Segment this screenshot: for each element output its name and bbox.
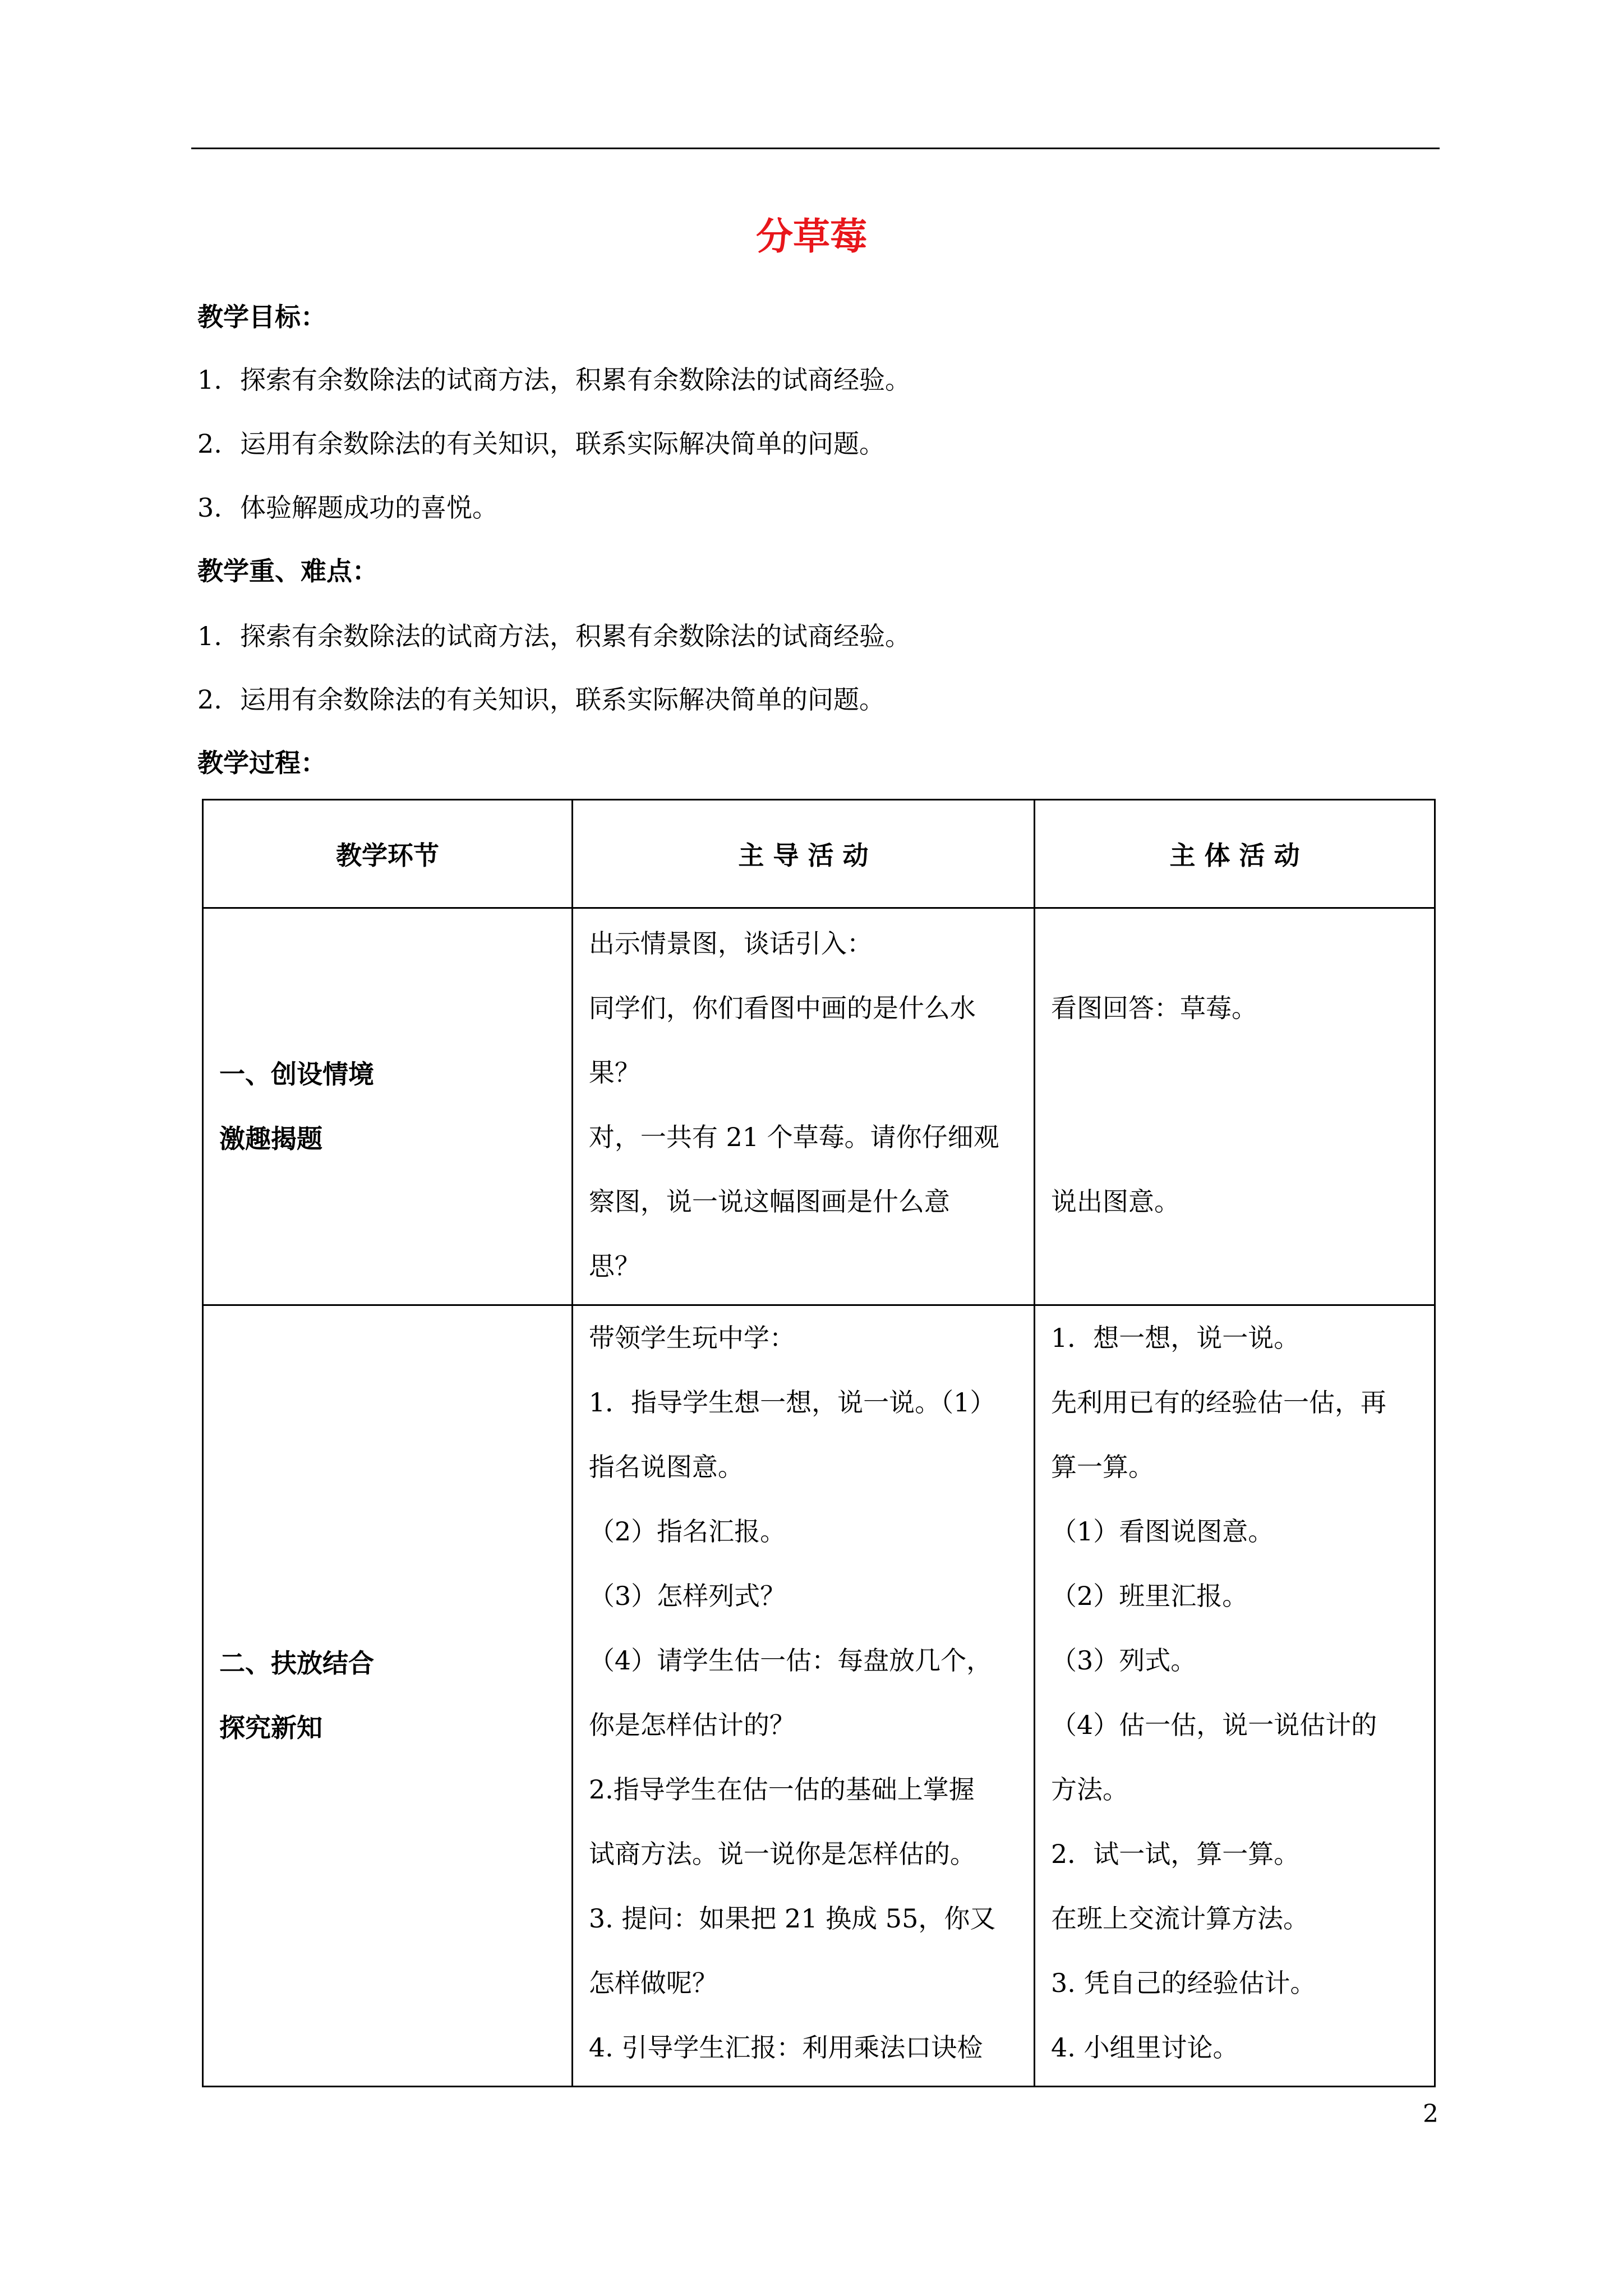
teacher-activity-cell [572,908,1034,1305]
teacher-line: 试商方法。说一说你是怎样估的。 [588,1839,976,1869]
student-line [1051,912,1421,976]
stage-cell [203,908,573,1305]
page-title: 分草莓 [756,214,867,258]
key-text: 探索有余数除法的试商方法，积累有余数除法的试商经验。 [240,621,911,651]
teacher-line: 思？ [588,1251,640,1281]
student-line: 3. 凭自己的经验估计。 [1051,1968,1316,1998]
teacher-line: 你是怎样估计的？ [588,1710,795,1740]
teacher-line: 对，一共有 21 个草莓。请你仔细观 [588,1122,999,1152]
student-line: 在班上交流计算方法。 [1051,1903,1310,1934]
student-line [1051,1234,1421,1299]
student-line: 方法。 [1051,1774,1129,1805]
student-line: （2）班里汇报。 [1051,1581,1248,1611]
key-text: 运用有余数除法的有关知识，联系实际解决简单的问题。 [240,684,885,715]
teacher-line: 出示情景图，谈话引入： [588,928,873,959]
goal-num: 2. [197,429,222,459]
student-line: 说出图意。 [1051,1186,1181,1217]
teacher-line: 果？ [588,1057,640,1088]
student-line: 先利用已有的经验估一估，再 [1051,1387,1387,1418]
student-line: （1）看图说图意。 [1051,1516,1274,1547]
goal-num: 3. [197,493,222,523]
teacher-line: 4. 引导学生汇报：利用乘法口诀检 [588,2032,983,2063]
student-line: 2．试一试，算一算。 [1051,1839,1300,1869]
teacher-line: 带领学生玩中学： [588,1323,795,1353]
goal-text: 探索有余数除法的试商方法，积累有余数除法的试商经验。 [240,365,911,395]
key-num: 2. [197,684,222,715]
teacher-line: （2）指名汇报。 [588,1516,786,1547]
stage-label: 一、创设情境 [219,1059,374,1089]
teacher-line: 同学们，你们看图中画的是什么水 [588,993,976,1023]
header-teacher-activity: 主 导 活 动 [572,800,1034,908]
goal-item [197,491,498,524]
goals-heading: 教学目标： [197,302,326,332]
student-line: （4）估一估，说一说估计的 [1051,1710,1377,1740]
process-heading: 教学过程： [197,748,326,778]
goal-item [197,363,911,397]
student-line: 4. 小组里讨论。 [1051,2032,1239,2063]
stage-sublabel: 探究新知 [219,1713,322,1743]
teacher-line: （3）怎样列式？ [588,1581,786,1611]
key-item [197,619,911,653]
header-student-activity: 主 体 活 动 [1035,800,1435,908]
table-row [203,1305,1435,2087]
student-line: 算一算。 [1051,1452,1155,1482]
header-stage: 教学环节 [203,800,573,908]
teacher-line: （4）请学生估一估：每盘放几个， [588,1645,993,1676]
key-points-heading: 教学重、难点： [197,556,378,586]
teacher-line: 察图，说一说这幅图画是什么意 [588,1186,950,1217]
stage-label: 二、扶放结合 [219,1648,374,1678]
header-rule [191,148,1440,149]
lesson-table [202,799,1436,2087]
table-header-row [203,800,1435,908]
teacher-activity-cell [572,1305,1034,2087]
student-activity-cell [1035,908,1435,1305]
student-line: （3）列式。 [1051,1645,1197,1676]
student-line [1051,1105,1421,1170]
goal-text: 体验解题成功的喜悦。 [240,493,498,523]
student-line: 看图回答：草莓。 [1051,993,1258,1023]
key-num: 1. [197,621,222,651]
stage-cell [203,1305,573,2087]
stage-sublabel: 激趣揭题 [219,1123,322,1154]
teacher-line: 怎样做呢？ [588,1968,718,1998]
teacher-line: 指名说图意。 [588,1452,744,1482]
page-number: 2 [1423,2100,1438,2128]
teacher-line: 2.指导学生在估一估的基础上掌握 [588,1774,975,1805]
goal-text: 运用有余数除法的有关知识，联系实际解决简单的问题。 [240,429,885,459]
student-activity-cell [1035,1305,1435,2087]
goal-item [197,427,885,461]
goal-num: 1. [197,365,222,395]
key-item [197,683,885,716]
student-line [1051,1041,1421,1105]
teacher-line: 3. 提问：如果把 21 换成 55，你又 [588,1903,996,1934]
student-line: 1．想一想，说一说。 [1051,1323,1300,1353]
table-row [203,908,1435,1305]
teacher-line: 1．指导学生想一想，说一说。（1） [588,1387,996,1418]
